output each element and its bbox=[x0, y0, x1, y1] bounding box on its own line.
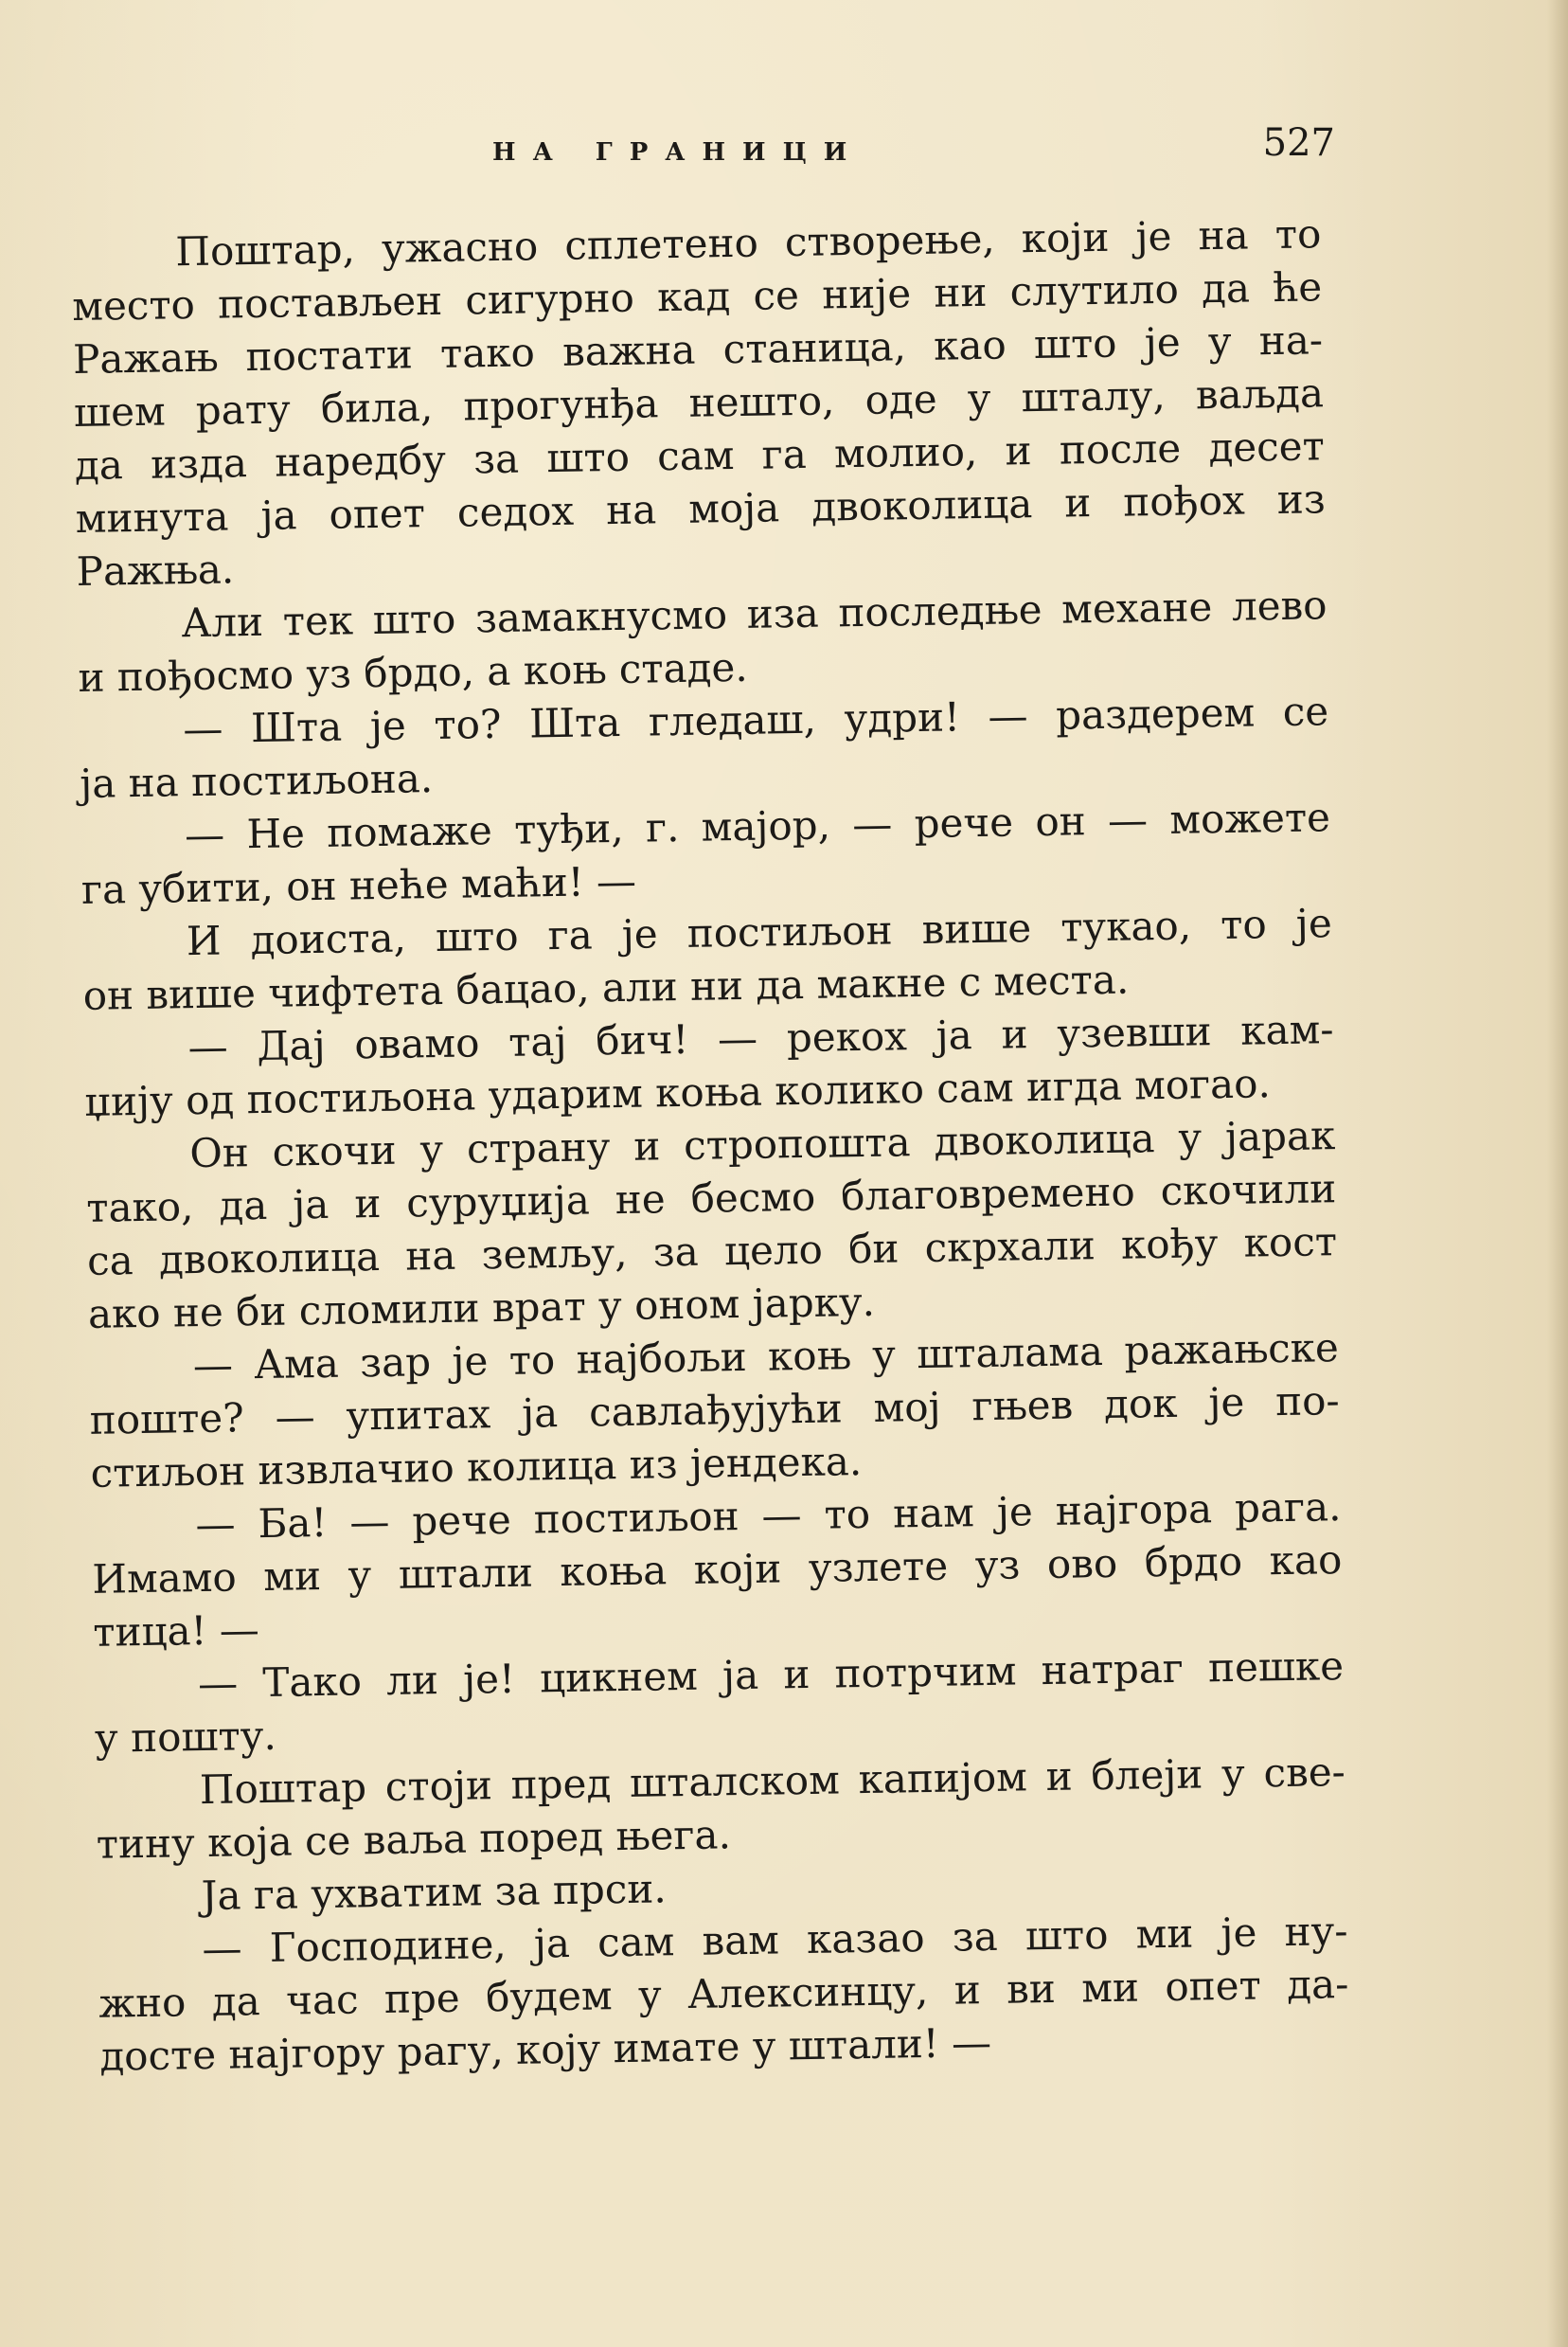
text-line: Али тек што замакнусмо иза последње механе лево bbox=[181, 582, 1327, 647]
text-line: — Дај овамо тај бич! — рекох ја и узевши кам- bbox=[187, 1006, 1334, 1071]
text-line: Ражња. bbox=[76, 546, 235, 595]
text-line: И доиста, што га је постиљон више тукао, то је bbox=[186, 900, 1333, 965]
text-line: џију од постиљона ударим коња колико сам игда могао. bbox=[84, 1060, 1272, 1125]
page-number: 527 bbox=[1262, 121, 1335, 165]
text-line: — Шта је то? Шта гледаш, удри! — раздерем се bbox=[182, 688, 1329, 753]
text-line: жно да час пре будем у Алексинцу, и ви ми опет да- bbox=[98, 1961, 1349, 2027]
text-line: да изда наредбу за што сам га молио, и после десет bbox=[74, 422, 1326, 489]
text-line: тако, да ја и суруџија не бесмо благовремено скочили bbox=[85, 1165, 1337, 1231]
text-line: место постављен сигурно кад се није ни слутило да ће bbox=[71, 263, 1323, 330]
text-line: стиљон извлачио колица из јендека. bbox=[90, 1438, 863, 1496]
text-line: Ја га ухватим за прси. bbox=[201, 1865, 668, 1920]
text-line: шем рату била, прогунђа нешто, оде у шталу, ваљда bbox=[73, 369, 1325, 436]
text-line: и пођосмо уз брдо, а коњ стаде. bbox=[78, 643, 748, 701]
text-line: он више чифтета бацао, али ни да макне с места. bbox=[82, 956, 1130, 1019]
text-line: ја на постиљона. bbox=[79, 755, 434, 807]
text-line: — Господине, ја сам вам казао за што ми је ну- bbox=[202, 1908, 1348, 1973]
text-line: са двоколица на земљу, за цело би скрхали кођу кост bbox=[86, 1218, 1338, 1284]
text-line: поште? — упитах ја савлађујући мој гњев док је по- bbox=[89, 1377, 1341, 1443]
text-line: Поштар стоји пред шталском капијом и блеји у све- bbox=[199, 1748, 1346, 1814]
page-header bbox=[76, 121, 1335, 178]
text-line: Имамо ми у штали коња који узлете уз ово брдо као bbox=[92, 1536, 1343, 1603]
running-head: НА ГРАНИЦИ bbox=[492, 138, 864, 167]
text-line: минута ја опет седох на моја двоколица и пођох из bbox=[75, 475, 1327, 542]
text-line: досте најгору рагу, коју имате у штали! — bbox=[98, 2018, 992, 2080]
page-edge-shadow bbox=[1547, 0, 1568, 2347]
text-line: ако не би сломили врат у оном јарку. bbox=[87, 1278, 876, 1337]
text-line: — Ба! — рече постиљон — то нам је најгора рага. bbox=[195, 1483, 1342, 1549]
text-line: Поштар, ужасно сплетено створење, који је на то bbox=[175, 210, 1322, 276]
text-line: у пошту. bbox=[94, 1711, 277, 1762]
text-line: тица! — bbox=[92, 1606, 260, 1656]
text-line: — Тако ли је! цикнем ја и потрчим натраг пешке bbox=[197, 1642, 1345, 1708]
text-line: Ражањ постати тако важна станица, као што је у на- bbox=[72, 316, 1324, 383]
text-line: — Не помаже туђи, г. мајор, — рече он — можете bbox=[184, 794, 1331, 859]
text-line: тину која се ваља поред њега. bbox=[96, 1811, 732, 1868]
text-line: Он скочи у страну и стропошта двоколица у јарак bbox=[188, 1112, 1336, 1177]
body-text bbox=[71, 207, 1350, 2083]
text-line: га убити, он неће маћи! — bbox=[80, 857, 637, 913]
text-line: — Ама зар је то најбољи коњ у шталама ражањске bbox=[192, 1324, 1340, 1389]
